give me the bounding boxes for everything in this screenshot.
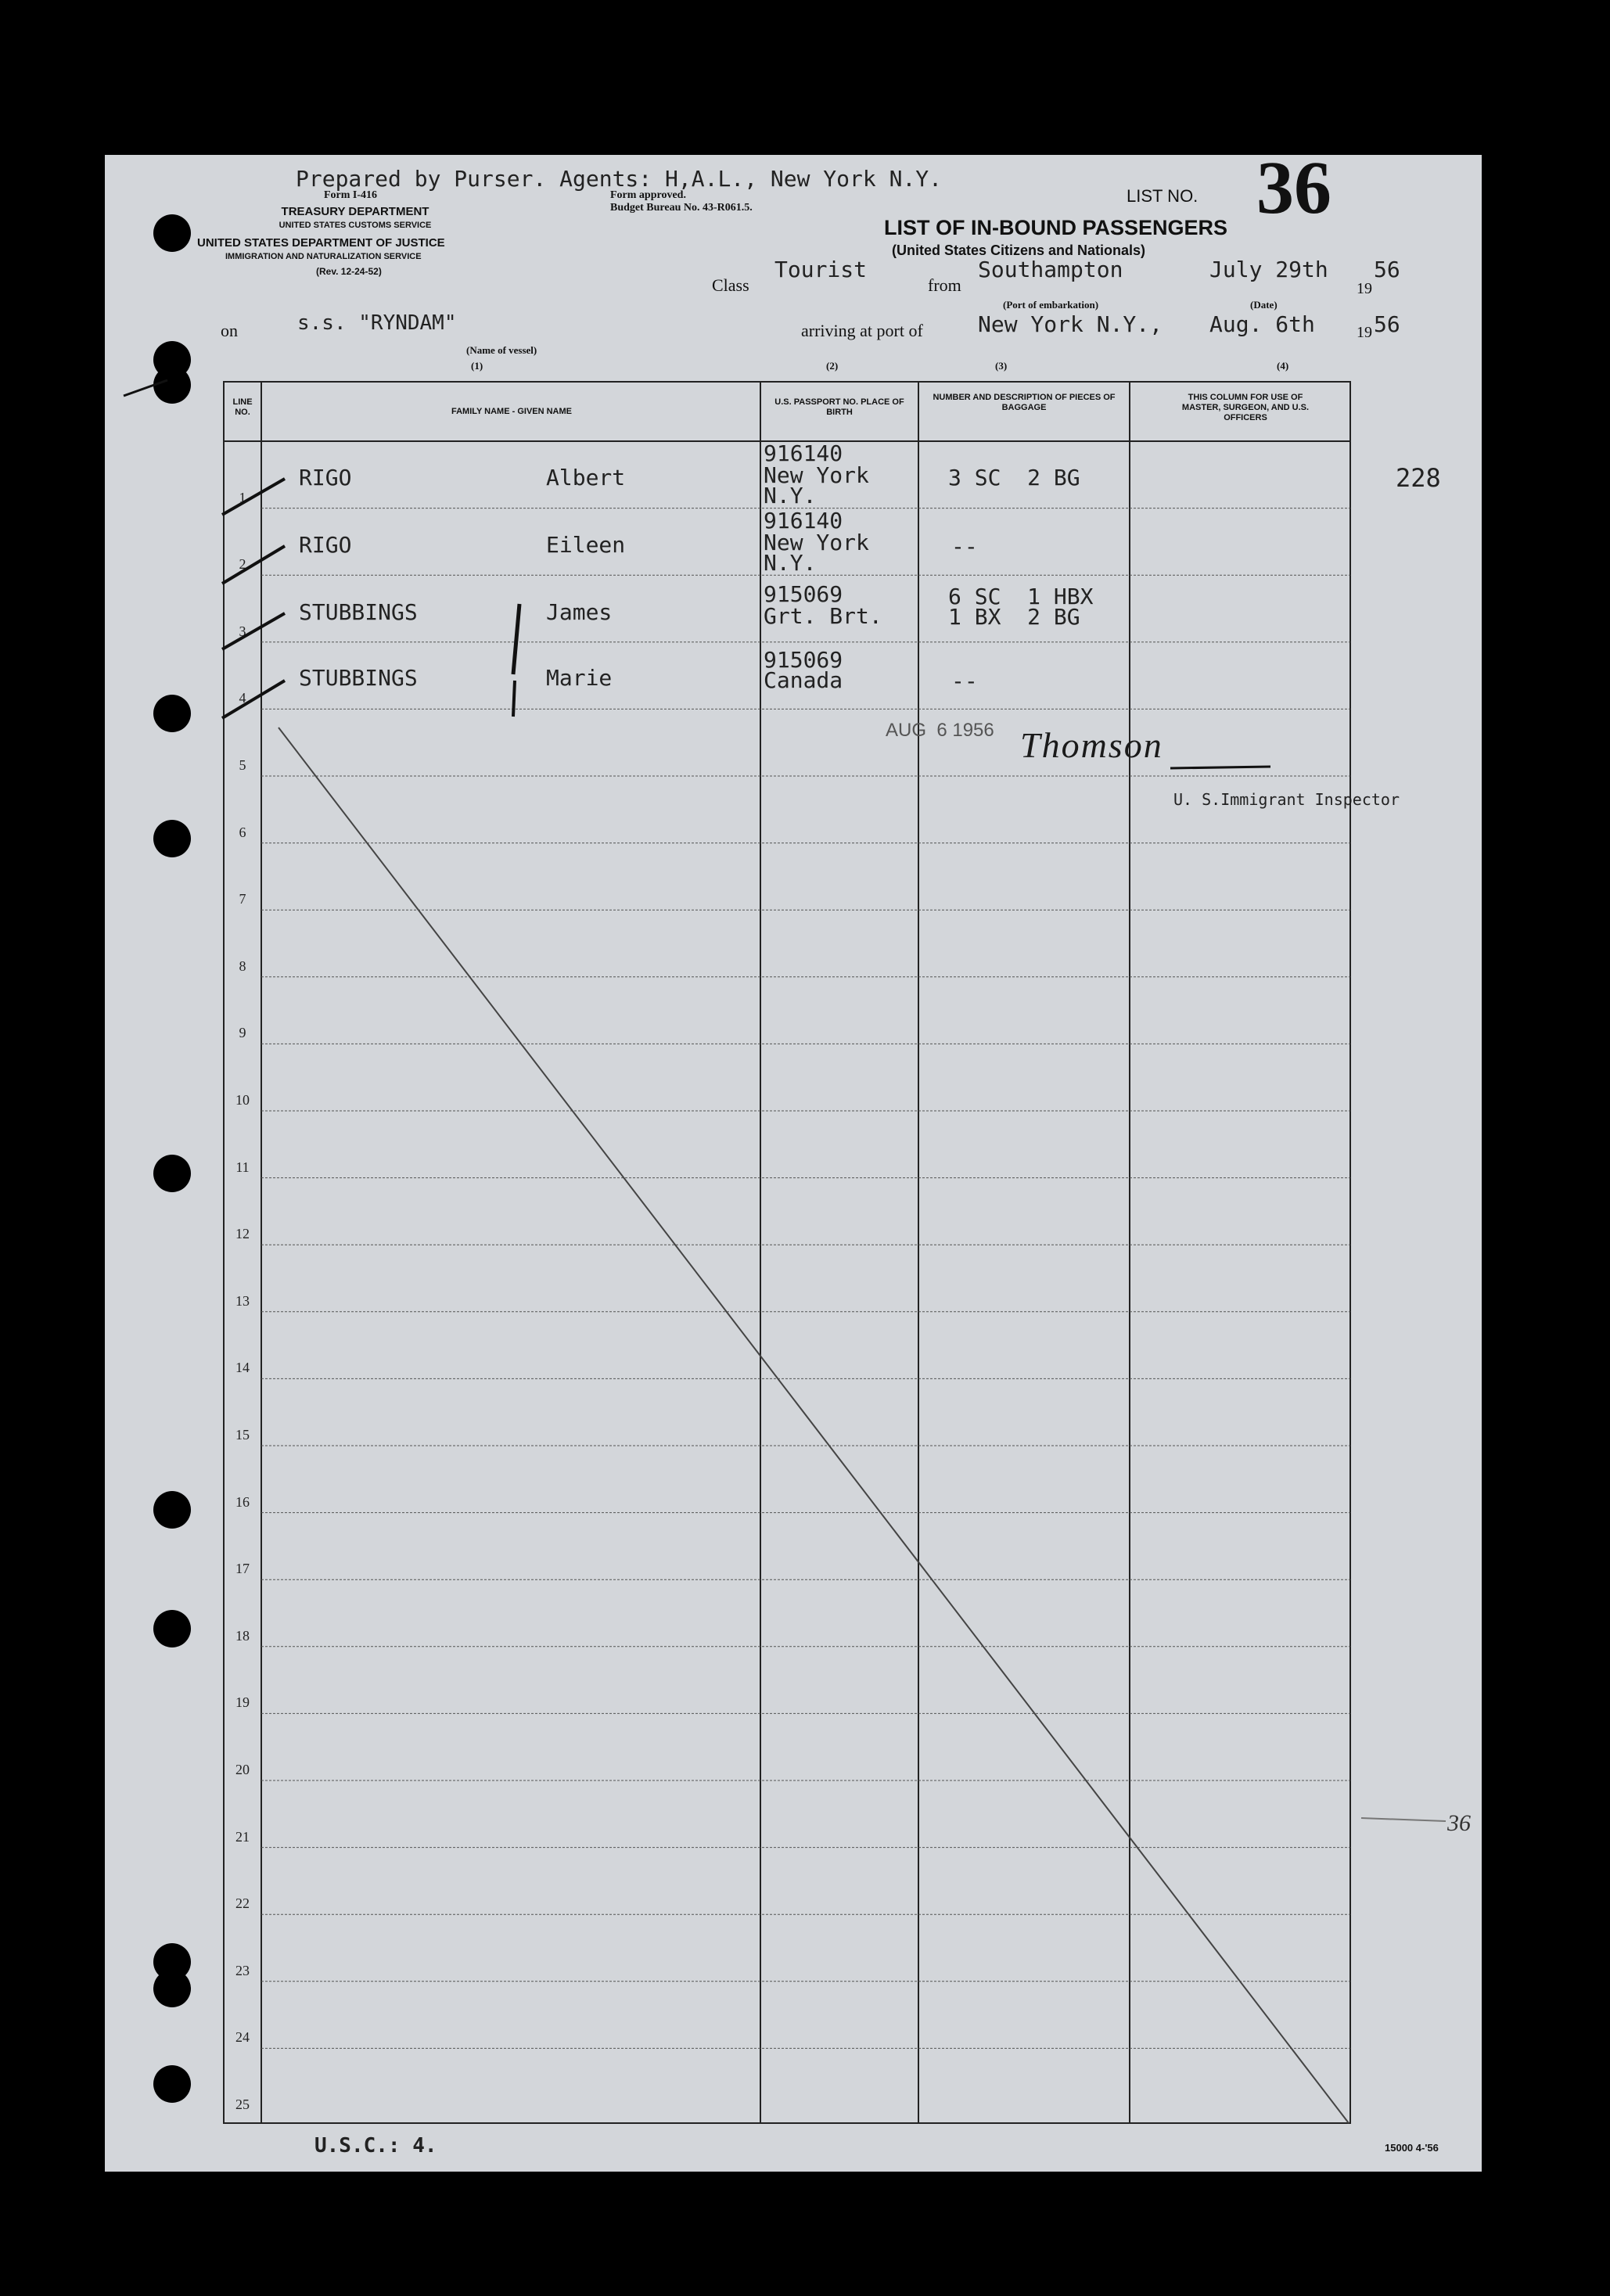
- inspection-date-stamp: AUG 6 1956: [886, 720, 994, 741]
- line-number: 17: [235, 1561, 250, 1577]
- place-of-birth: Canada: [764, 667, 843, 693]
- arrival-date: Aug. 6th: [1209, 311, 1315, 337]
- given-name: Eileen: [546, 532, 626, 558]
- year-prefix: 19: [1357, 280, 1372, 297]
- passport-number: 915069: [764, 581, 843, 607]
- line-number: 9: [239, 1025, 246, 1041]
- baggage-description: 1 BX 2 BG: [948, 604, 1080, 630]
- family-name: STUBBINGS: [299, 599, 418, 625]
- line-number: 21: [235, 1828, 250, 1845]
- header-baggage: NUMBER AND DESCRIPTION OF PIECES OF BAGGAGE: [933, 393, 1116, 412]
- family-name: RIGO: [299, 465, 352, 490]
- header-passport: U.S. PASSPORT NO. PLACE OF BIRTH: [774, 397, 904, 417]
- line-number: 4: [239, 690, 246, 706]
- treasury-department: TREASURY DEPARTMENT: [281, 205, 429, 218]
- from-label: from: [928, 275, 961, 295]
- line-number: 14: [235, 1360, 250, 1376]
- place-of-birth: New York: [764, 530, 869, 555]
- on-label: on: [221, 321, 238, 340]
- inspector-title: U. S.Immigrant Inspector: [1173, 790, 1400, 809]
- line-number: 3: [239, 623, 246, 639]
- col-marker-4: (4): [1277, 360, 1289, 372]
- class-value: Tourist: [774, 257, 868, 282]
- line-number: 10: [235, 1092, 250, 1108]
- header-name: FAMILY NAME - GIVEN NAME: [451, 407, 573, 416]
- year-prefix: 19: [1357, 324, 1372, 341]
- place-of-birth: N.Y.: [764, 550, 817, 576]
- place-of-birth: N.Y.: [764, 483, 817, 508]
- vessel-name: s.s. "RYNDAM": [297, 311, 457, 335]
- immigration-service: IMMIGRATION AND NATURALIZATION SERVICE: [225, 252, 422, 261]
- line-number: 22: [235, 1895, 250, 1912]
- place-of-birth: New York: [764, 462, 869, 488]
- arrival-year: 56: [1374, 311, 1400, 337]
- family-name: RIGO: [299, 532, 352, 558]
- baggage-description: 6 SC 1 HBX: [948, 584, 1094, 609]
- given-name: Marie: [546, 665, 613, 691]
- line-number: 2: [239, 556, 246, 573]
- line-number: 7: [239, 891, 246, 907]
- given-name: Albert: [546, 465, 626, 490]
- officer-code: 228: [1396, 463, 1441, 493]
- line-number: 25: [235, 2097, 250, 2112]
- manifest-sheet: [105, 146, 1482, 2172]
- header-officers: THIS COLUMN FOR USE OF MASTER, SURGEON, AND U.S. OFFICERS: [1181, 393, 1310, 422]
- arriving-label: arriving at port of: [801, 321, 923, 340]
- baggage-description: 3 SC 2 BG: [948, 465, 1080, 490]
- class-label: Class: [712, 275, 749, 295]
- form-number: Form I-416: [324, 189, 378, 201]
- baggage-description: --: [951, 534, 978, 559]
- date-caption: (Date): [1250, 299, 1278, 311]
- form-approved: Form approved.: [610, 189, 686, 201]
- line-number: 15: [235, 1427, 250, 1443]
- family-name: STUBBINGS: [299, 665, 418, 691]
- col-marker-1: (1): [471, 360, 483, 372]
- arrival-port: New York N.Y.,: [978, 311, 1163, 337]
- line-number: 19: [235, 1694, 250, 1711]
- budget-bureau: Budget Bureau No. 43-R061.5.: [610, 202, 753, 214]
- page-subtitle: (United States Citizens and Nationals): [892, 243, 1146, 258]
- place-of-birth: Grt. Brt.: [764, 603, 882, 629]
- header-line-no: LINE NO.: [232, 397, 253, 417]
- handwritten-marks: [105, 155, 1482, 2172]
- given-name: James: [546, 599, 613, 625]
- line-number: 8: [239, 958, 246, 974]
- embark-year: 56: [1374, 257, 1400, 282]
- line-number: 20: [235, 1762, 250, 1777]
- line-number: 24: [235, 2029, 250, 2046]
- list-no-label: LIST NO.: [1127, 186, 1199, 206]
- passport-number: 915069: [764, 647, 843, 673]
- line-number: 16: [235, 1493, 250, 1510]
- line-number: 11: [235, 1159, 250, 1175]
- baggage-description: --: [951, 668, 978, 694]
- line-number: 6: [239, 824, 246, 840]
- prepared-by-line: Prepared by Purser. Agents: H,A.L., New York N.Y.: [296, 166, 943, 192]
- inspector-signature: Thomson: [1020, 725, 1163, 765]
- embark-date: July 29th: [1209, 257, 1328, 282]
- line-number: 12: [235, 1226, 250, 1242]
- line-number: 1: [239, 489, 246, 505]
- col-marker-2: (2): [826, 360, 839, 372]
- page-title: LIST OF IN-BOUND PASSENGERS: [884, 216, 1228, 239]
- port-of-embarkation: Southampton: [978, 257, 1123, 282]
- vessel-caption: (Name of vessel): [466, 344, 537, 356]
- line-number: 23: [235, 1962, 250, 1978]
- footer-print-code: 15000 4-'56: [1385, 2142, 1439, 2154]
- list-no-value: 36: [1256, 146, 1331, 229]
- passport-number: 916140: [764, 440, 843, 466]
- footer-usc: U.S.C.: 4.: [314, 2134, 437, 2158]
- line-number: 13: [235, 1292, 250, 1309]
- margin-number: 36: [1447, 1810, 1471, 1836]
- port-embarkation-caption: (Port of embarkation): [1003, 299, 1099, 311]
- passport-number: 916140: [764, 508, 843, 534]
- dept-of-justice: UNITED STATES DEPARTMENT OF JUSTICE: [197, 236, 445, 250]
- customs-service: UNITED STATES CUSTOMS SERVICE: [279, 221, 432, 230]
- line-number: 5: [239, 757, 246, 773]
- form-revision: (Rev. 12-24-52): [316, 266, 382, 277]
- col-marker-3: (3): [995, 360, 1008, 372]
- line-number: 18: [235, 1627, 250, 1644]
